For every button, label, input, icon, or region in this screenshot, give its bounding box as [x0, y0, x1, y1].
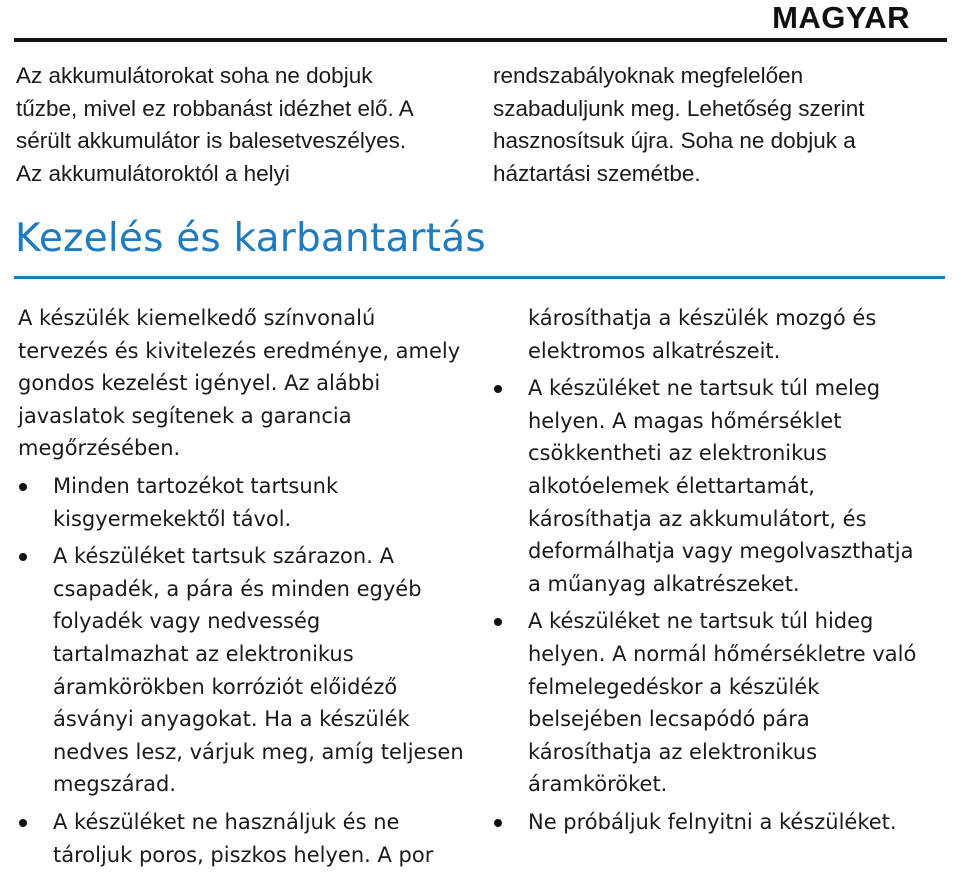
battery-disposal-text-right: [493, 60, 943, 190]
text-line: A készüléket tartsuk szárazon. A: [53, 544, 394, 569]
text-line: tervezés és kivitelezés eredménye, amely: [18, 338, 461, 363]
list-item: [493, 605, 953, 801]
bullet-icon: [19, 553, 27, 561]
list-item: [18, 470, 478, 535]
text-line: folyadék vagy nedvesség: [53, 609, 321, 634]
language-label: MAGYAR: [772, 0, 910, 35]
text-line: áramkörökben korróziót előidéző: [53, 674, 398, 699]
text-line: javaslatok segítenek a garancia: [18, 403, 352, 428]
text-line: gondos kezelést igényel. Az alábbi: [18, 371, 381, 396]
text-line: tartalmazhat az elektronikus: [53, 641, 354, 666]
text-line: károsíthatja az elektronikus: [528, 739, 818, 764]
text-line: csapadék, a pára és minden egyéb: [53, 576, 422, 601]
text-line: Minden tartozékot tartsunk: [53, 473, 339, 498]
text-line: alkotóelemek élettartamát,: [528, 473, 815, 498]
text-line: helyen. A normál hőmérsékletre való: [528, 641, 917, 666]
text-line: A készüléket ne használjuk és ne: [53, 809, 400, 834]
right-bullet-list: [493, 372, 953, 838]
text-line: károsíthatja a készülék mozgó és: [528, 306, 877, 330]
list-item: [493, 806, 953, 839]
text-line: helyen. A magas hőmérséklet: [528, 408, 842, 433]
text-line: megszárad.: [53, 772, 177, 797]
text-line: áramköröket.: [528, 772, 668, 797]
text-line: deformálhatja vagy megolvaszthatja: [528, 539, 914, 564]
text-line: a műanyag alkatrészeket.: [528, 571, 800, 596]
list-item: [493, 372, 953, 600]
text-line: tűzbe, mivel ez robbanást idézhet elő. A: [16, 95, 414, 121]
text-line: szabaduljunk meg. Lehetőség szerint: [493, 95, 865, 121]
text-line: Az akkumulátorokat soha ne dobjuk: [16, 63, 373, 88]
text-line: hasznosítsuk újra. Soha ne dobjuk a: [493, 128, 856, 153]
bullet-icon: [494, 385, 502, 393]
bullet-icon: [494, 819, 502, 827]
continuation-paragraph: [493, 302, 953, 367]
text-line: háztartási szemétbe.: [493, 160, 701, 186]
text-line: A készülék kiemelkedő színvonalú: [18, 306, 376, 330]
left-bullet-list: [18, 470, 478, 871]
list-item: [18, 540, 478, 801]
text-line: sérült akkumulátor is balesetveszélyes.: [16, 128, 407, 153]
list-item: [18, 806, 478, 871]
text-line: Ne próbáljuk felnyitni a készüléket.: [528, 809, 897, 834]
left-column: [18, 302, 478, 871]
text-line: nedves lesz, várjuk meg, amíg teljesen: [53, 739, 464, 764]
bullet-icon: [19, 819, 27, 827]
header-rule: [14, 38, 947, 42]
bullet-icon: [19, 483, 27, 491]
section-heading: Kezelés és karbantartás: [15, 216, 486, 261]
text-line: megőrzésében.: [18, 436, 181, 461]
text-line: kisgyermekektől távol.: [53, 506, 292, 531]
right-column: [493, 302, 953, 839]
text-line: belsejében lecsapódó pára: [528, 707, 810, 732]
text-line: Az akkumulátoroktól a helyi: [16, 160, 290, 186]
text-line: csökkentheti az elektronikus: [528, 441, 827, 466]
text-line: ásványi anyagokat. Ha a készülék: [53, 707, 410, 732]
text-line: elektromos alkatrészeit.: [528, 338, 781, 363]
intro-paragraph: [18, 302, 478, 465]
text-line: károsíthatja az akkumulátort, és: [528, 506, 867, 531]
bullet-icon: [494, 618, 502, 626]
section-rule: [14, 276, 945, 279]
text-line: rendszabályoknak megfelelően: [493, 63, 804, 88]
text-line: tároljuk poros, piszkos helyen. A por: [53, 842, 434, 867]
battery-disposal-text-left: [16, 60, 466, 190]
text-line: A készüléket ne tartsuk túl hideg: [528, 609, 874, 634]
text-line: felmelegedéskor a készülék: [528, 674, 820, 699]
text-line: A készüléket ne tartsuk túl meleg: [528, 376, 881, 401]
